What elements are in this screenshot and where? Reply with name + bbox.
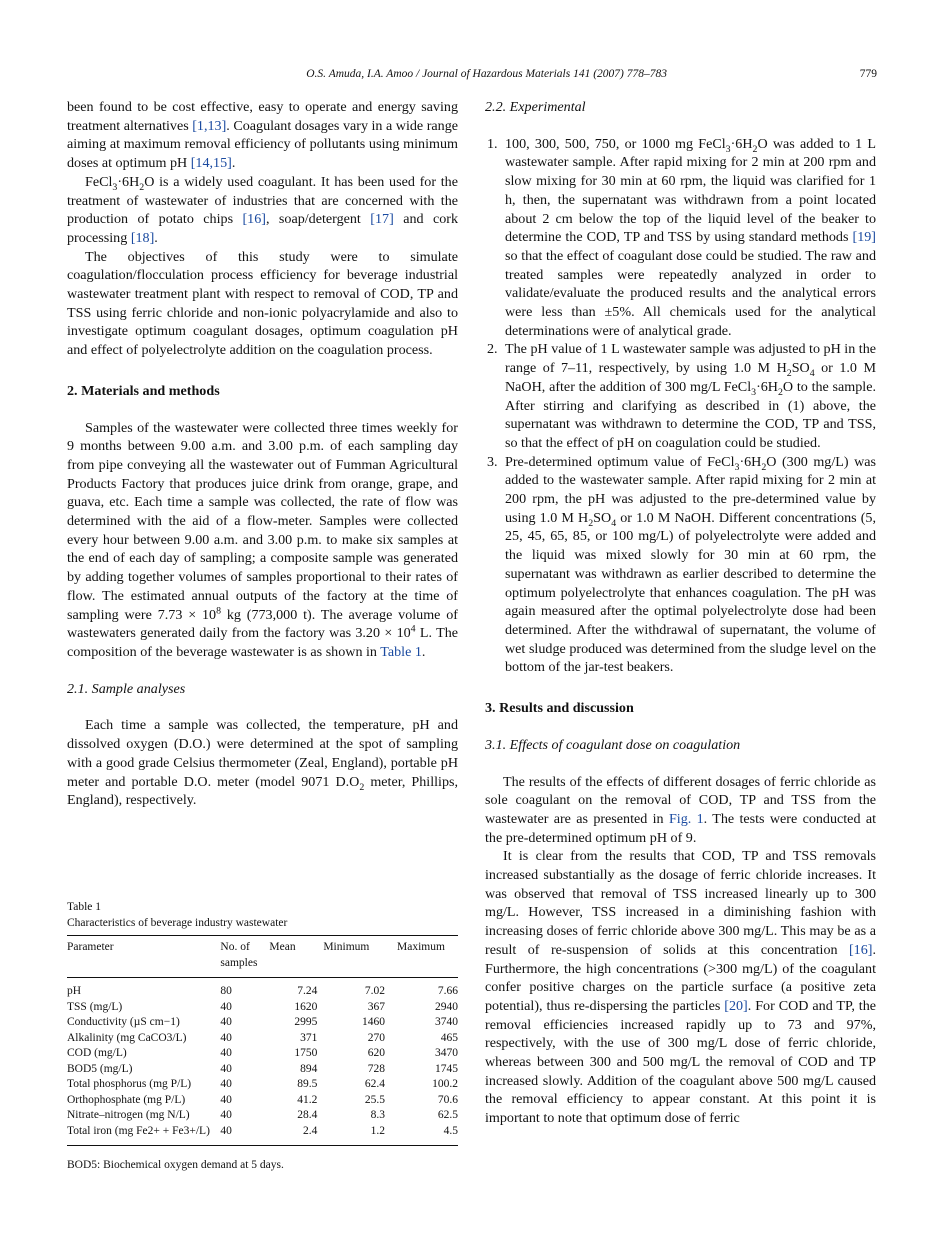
running-header: [0, 68, 925, 88]
table-cell: 2.4: [302, 1124, 318, 1137]
table-cell: COD (mg/L): [67, 1047, 127, 1059]
table-caption: Characteristics of beverage industry wastewater: [67, 916, 288, 929]
citation-link[interactable]: [16]: [242, 211, 266, 228]
sample-analyses-paragraph: Each time a sample was collected, the temperature, pH and dissolved oxygen (D.O.) were determined at the spot of sampling with a good grade Celsius thermometer (Zeal, England), portable pH meter and portable D.O. meter (model 9071 $D.O_2$ meter, Phillips, England), respectively.: [67, 717, 458, 809]
table-cell: Total iron (mg Fe2+ + Fe3+/L): [67, 1124, 210, 1137]
table-row: [67, 1108, 458, 1124]
table-cell: 40: [220, 1000, 232, 1013]
table-footnote: BOD5: Biochemical oxygen demand at 5 days.: [67, 1159, 284, 1171]
table-cell: 270: [367, 1031, 386, 1044]
table-row: [67, 1031, 458, 1047]
table-cell: 465: [440, 1031, 458, 1044]
section-2-heading: 2. Materials and methods: [67, 382, 220, 399]
table-row: [67, 1077, 458, 1093]
table-cell: 40: [220, 1031, 232, 1044]
table-cell: 7.66: [437, 985, 458, 997]
table-cell: 80: [220, 985, 232, 997]
table-row: [67, 1046, 458, 1062]
table-cell: 28.4: [297, 1109, 318, 1121]
figure-1-link[interactable]: Fig. 1: [668, 810, 704, 827]
table-cell: 728: [367, 1062, 386, 1075]
table-cell: Total phosphorus (mg P/L): [67, 1078, 192, 1090]
column-header: Parameter: [67, 941, 114, 953]
table-cell: 894: [300, 1062, 318, 1075]
list-item: 2. The pH value of 1 L wastewater sample was adjusted to pH in the range of 7–11, respectively, by using 1.0 M $H_2SO_4$ or 1.0 M NaOH, after the addition of 300 mg/L $FeCl_3\cdot 6H_2O$ to the sample. After stirring and clarifying as described in (1) above, the supernatant was withdrawn to determine the COD, TP and TSS, so that the effect of pH on coagulation could be studied.: [487, 341, 876, 451]
table-cell: 40: [220, 1093, 232, 1106]
subsection-2-2-heading: 2.2. Experimental: [485, 99, 586, 115]
table-cell: 100.2: [432, 1078, 458, 1090]
right-column: [485, 98, 876, 1128]
table-cell: 89.5: [297, 1078, 318, 1090]
characteristics-table: [67, 935, 458, 1146]
intro-paragraph-2: $FeCl_3\cdot 6H_2O$ is a widely used coagulant. It has been used for the treatment of wastewater of industries that are concerned with the production of potato chips [16], soap/detergent [17] and cork processing [18].: [67, 173, 459, 246]
table-cell: Conductivity (µS cm−1): [67, 1016, 180, 1028]
citation-link[interactable]: [19]: [852, 229, 876, 246]
table-cell: 371: [300, 1031, 318, 1044]
table-cell: 70.6: [437, 1093, 458, 1106]
table-cell: 40: [220, 1109, 232, 1121]
table-cell: Nitrate–nitrogen (mg N/L): [67, 1109, 190, 1121]
table-cell: 7.02: [364, 985, 386, 997]
running-head-citation: O.S. Amuda, I.A. Amoo / Journal of Hazardous Materials 141 (2007) 778–783: [306, 68, 667, 80]
table-cell: 40: [220, 1078, 232, 1090]
citation-link[interactable]: [20]: [724, 997, 748, 1014]
table-cell: 25.5: [364, 1093, 386, 1106]
results-paragraph-1: The results of the effects of different dosages of ferric chloride as sole coagulant on the removal of COD, TP and TSS from the wastewater are as presented in Fig. 1. The tests were conducted at the pre-determined optimum pH of 9.: [485, 773, 876, 846]
subsection-2-1-heading: 2.1. Sample analyses: [67, 680, 186, 697]
table-cell: 7.24: [297, 985, 318, 997]
table-cell: Alkalinity (mg CaCO3/L): [67, 1031, 187, 1044]
table-cell: BOD5 (mg/L): [67, 1062, 133, 1075]
table-cell: 40: [220, 1047, 232, 1059]
table-cell: 1460: [362, 1016, 386, 1028]
methods-paragraph: Samples of the wastewater were collected three times weekly for 9 months between 9.00 a.m. and 3.00 p.m. of each sampling day from pipe conveying all the wastewater out of Fumman Agricultural Products Factory that produces juice drink from orange, grape, and guava, etc. Each time a sample was collected, the rate of flow was determined with the aid of a flow-meter. Samples were collected every hour between 9.00 a.m. and 3.00 p.m. to make six samples at the end of each day of sampling; a composite sample was generated by adding together volumes of samples proportional to their rates of flow. The estimated annual outputs of the factory at the time of sampling were $7.73 \times 10^8$ kg (773,000 t). The average volume of wastewaters generated daily from the factory was $3.20 \times 10^4$ L. The composition of the beverage wastewater is as shown in Table 1.: [67, 419, 459, 660]
table-cell: 62.4: [364, 1078, 386, 1090]
citation-link[interactable]: [17]: [370, 211, 394, 228]
citation-link[interactable]: [18]: [130, 229, 155, 246]
column-header: Mean: [269, 941, 296, 953]
table-cell: 40: [220, 1062, 232, 1075]
section-3-heading: 3. Results and discussion: [485, 700, 634, 717]
table-cell: 2995: [294, 1016, 318, 1028]
table-cell: 40: [220, 1124, 232, 1137]
table-cell: 1620: [294, 1000, 318, 1013]
intro-paragraph-3: The objectives of this study were to simulate coagulation/flocculation process efficiency for beverage industrial wastewater treatment plant with respect to removal of COD, TP and TSS using ferric chloride and non-ionic polyacrylamide and also to investigate optimum coagulant dosages, optimum coagulation pH and effect of polyelectrolyte addition on the coagulation process.: [67, 248, 458, 359]
left-column: [67, 98, 458, 810]
column-header: Minimum: [323, 941, 370, 953]
table-cell: 3740: [435, 1016, 458, 1028]
column-header: No. of samples: [220, 941, 258, 969]
table-cell: 367: [367, 1000, 386, 1013]
table-row: [67, 1124, 458, 1146]
table-row: [67, 978, 458, 1000]
table-cell: 4.5: [443, 1124, 458, 1137]
table-cell: 620: [367, 1047, 386, 1059]
table-cell: 1.2: [370, 1124, 386, 1137]
table-cell: 40: [220, 1016, 232, 1028]
citation-link[interactable]: [16]: [848, 941, 873, 958]
table-1: [67, 900, 458, 1174]
table-cell: 3470: [435, 1047, 458, 1059]
table-cell: 41.2: [297, 1093, 318, 1106]
table-row: [67, 1015, 458, 1031]
table-1-link[interactable]: Table 1: [380, 643, 422, 660]
table-cell: 1750: [294, 1047, 318, 1059]
table-header-row: [67, 936, 458, 978]
table-row: [67, 1000, 458, 1016]
results-paragraph-2: It is clear from the results that COD, TP and TSS removals increased substantially as the dosage of ferric chloride increases. It was observed that removal of TSS increased linearly up to 300 mg/L. However, TSS increased in a diminishing fashion with increasing doses of ferric chloride above 300 mg/L. This may be as a result of re-suspension of solids at this concentration [16]. Furthermore, the high concentrations (>300 mg/L) of the coagulant confer positive charges on the particle surface (a positive zeta potential), thus re-dispersing the particles [20]. For COD and TP, the removal efficiencies increased rapidly up to 73 and 97%, respectively, with the use of 300 mg/L dose of ferric chloride, whereas between 300 and 500 mg/L the removal of COD and TP increased slowly. Addition of the coagulant above 500 mg/L caused the removal efficiency to appear constant. At this point it is important to note that optimum dose of ferric: [485, 848, 876, 1127]
table-label: Table 1: [67, 901, 102, 913]
table-cell: 1745: [435, 1062, 458, 1075]
page-number: 779: [859, 68, 877, 80]
list-item: 3. Pre-determined optimum value of $FeCl_3\cdot 6H_2O$ (300 mg/L) was added to the wastewater sample. After rapid mixing for 2 min at 200 rpm, the pH was adjusted to the pre-determined value by using 1.0 M $H_2SO_4$ or 1.0 M NaOH. Different concentrations (5, 25, 45, 65, 85, or 100 mg/L) of polyelectrolyte were added and the liquid was mixed slowly for 30 min at 60 rpm, the supernatant was withdrawn as earlier described to determine the optimum polyelectrolyte that enhances coagulation. The pH was again measured after the optimal polyelectrolyte dose had been determined. After the withdrawal of supernatant, the volume of wet sludge produced was determined from the sludge level on the bottom of the jar-test beakers.: [487, 453, 876, 676]
table-cell: TSS (mg/L): [67, 1000, 123, 1013]
table-cell: 8.3: [370, 1109, 386, 1121]
column-header: Maximum: [397, 941, 445, 953]
citation-link[interactable]: [1,13]: [192, 117, 227, 134]
table-cell: 2940: [435, 1000, 458, 1013]
table-cell: 62.5: [437, 1109, 458, 1121]
list-item: 1. 100, 300, 500, 750, or 1000 mg $FeCl_3\cdot 6H_2O$ was added to 1 L wastewater sample. After rapid mixing for 2 min at 200 rpm and slow mixing for 30 min at 60 rpm, the liquid was clarified for 1 h, then, the supernatant was withdrawn from a point located about 2 cm below the top of the liquid level of the beaker to determine the COD, TP and TSS by using standard methods [19] so that the effect of coagulant dose could be studied. The raw and treated samples were repeatedly analyzed in order to validate/evaluate the produced results and the analytical errors were less than ±5%. All chemicals used for the analytical determinations were of analytical grade.: [487, 135, 876, 339]
citation-link[interactable]: [14,15]: [190, 155, 232, 172]
table-cell: pH: [67, 985, 82, 997]
subsection-3-1-heading: 3.1. Effects of coagulant dose on coagulation: [485, 736, 741, 753]
table-row: [67, 1062, 458, 1078]
experimental-steps-list: [485, 135, 876, 677]
intro-paragraph-1: been found to be cost effective, easy to operate and energy saving treatment alternatives [1,13]. Coagulant dosages vary in a wide range aiming at maximum removal efficiency of pollutants using minimum doses at optimum pH [14,15].: [67, 99, 458, 172]
table-cell: Orthophosphate (mg P/L): [67, 1093, 186, 1106]
table-row: [67, 1093, 458, 1109]
